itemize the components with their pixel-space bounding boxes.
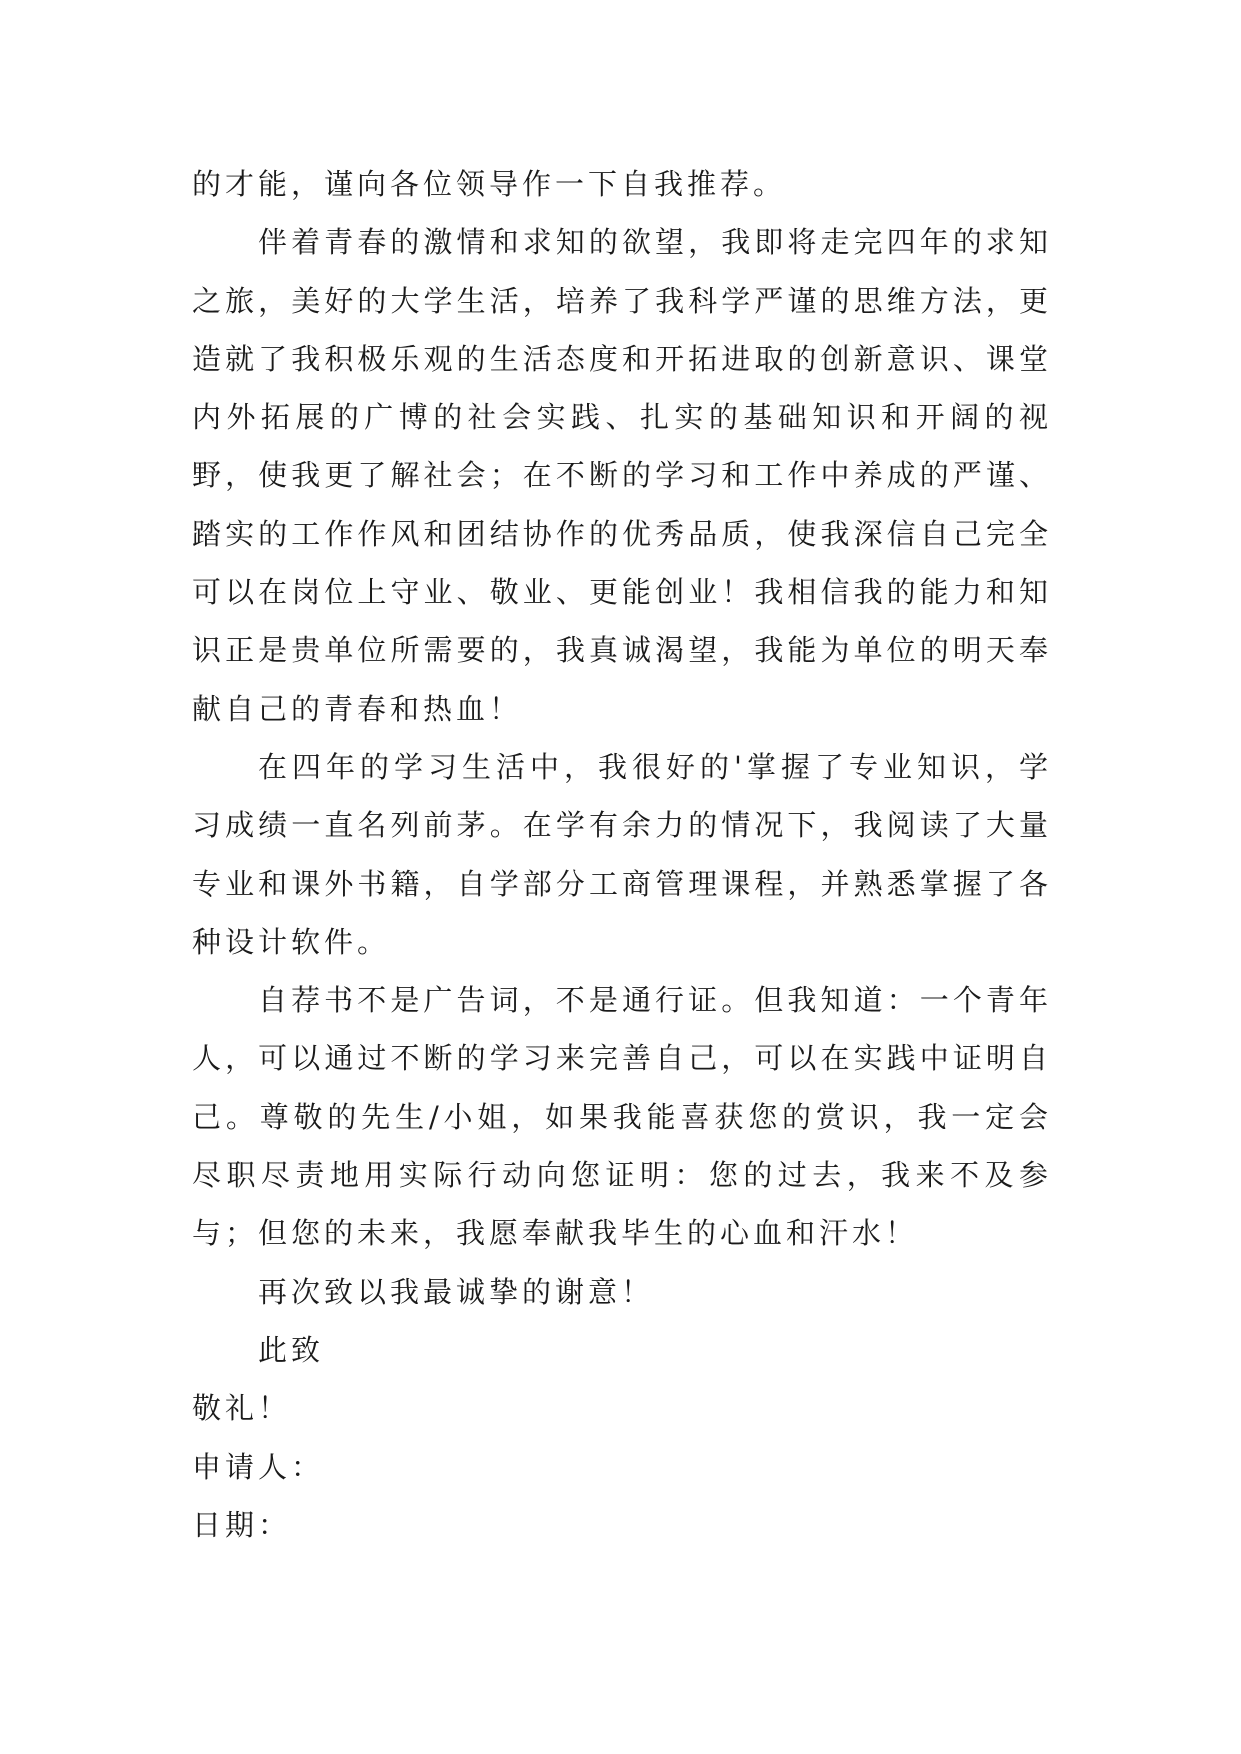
paragraph-continuation: 的才能，谨向各位领导作一下自我推荐。 [192,167,787,201]
closing-salutation: 此致 [258,1332,325,1367]
letter-body [192,155,1052,1554]
paragraph-thanks: 再次致以我最诚挚的谢意！ [258,1274,655,1309]
paragraph-self-recommendation: 自荐书不是广告词，不是通行证。但我知道：一个青年人，可以通过不断的学习来完善自己，可以在实践中证明自己。尊敬的先生/小姐，如果我能喜获您的赏识，我一定会尽职尽责地用实际行动向您证明：您的过去，我来不及参与；但您的未来，我愿奉献我毕生的心血和汗水！ [192,983,1052,1251]
paragraph-youth-journey: 伴着青春的激情和求知的欲望，我即将走完四年的求知之旅，美好的大学生活，培养了我科学严谨的思维方法，更造就了我积极乐观的生活态度和开拓进取的创新意识、课堂内外拓展的广博的社会实践、扎实的基础知识和开阔的视野，使我更了解社会；在不断的学习和工作中养成的严谨、踏实的工作作风和团结协作的优秀品质，使我深信自己完全可以在岗位上守业、敬业、更能创业！我相信我的能力和知识正是贵单位所需要的，我真诚渴望，我能为单位的明天奉献自己的青春和热血！ [192,225,1052,726]
applicant-label: 申请人： [192,1449,325,1484]
closing-regards: 敬礼！ [192,1391,292,1426]
paragraph-study-life: 在四年的学习生活中，我很好的'掌握了专业知识，学习成绩一直名列前茅。在学有余力的情况下，我阅读了大量专业和课外书籍，自学部分工商管理课程，并熟悉掌握了各种设计软件。 [192,749,1052,959]
date-label: 日期： [192,1507,292,1542]
